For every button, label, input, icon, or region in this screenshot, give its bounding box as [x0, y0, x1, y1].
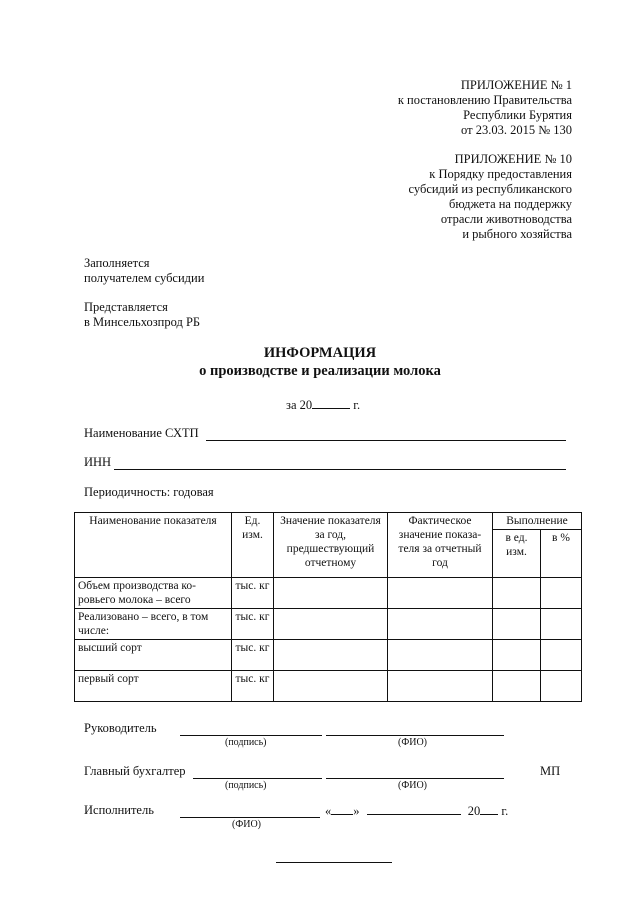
- row-prev-value-cell[interactable]: [274, 640, 388, 671]
- row-in-units-cell[interactable]: [493, 640, 541, 671]
- accountant-fio-line[interactable]: [326, 766, 504, 779]
- row-prev-value-cell[interactable]: [274, 671, 388, 702]
- appendix-1-line: Республики Бурятия: [463, 108, 572, 122]
- appendix-10-line: к Порядку предоставления: [429, 167, 572, 181]
- accountant-signature-line[interactable]: [193, 766, 322, 779]
- row-unit: тыс. кг: [232, 578, 274, 609]
- report-period: [286, 397, 360, 413]
- row-in-units-cell[interactable]: [493, 671, 541, 702]
- row-indicator: высший сорт: [75, 640, 232, 671]
- row-indicator: Реализовано – всего, в том числе:: [75, 609, 232, 640]
- header-actual-value: Фактическое значение показа-теля за отчетный год: [388, 513, 493, 578]
- period-year-field[interactable]: [312, 397, 350, 409]
- executor-fio-line[interactable]: [180, 805, 320, 818]
- inn-label: ИНН: [84, 455, 112, 469]
- periodicity-label: Периодичность: годовая: [84, 485, 214, 499]
- header-indicator: Наименование показателя: [75, 513, 232, 578]
- date-day-field[interactable]: [331, 803, 353, 815]
- appendix-10-line: отрасли животноводства: [440, 212, 572, 226]
- filled-by-note: [84, 256, 204, 286]
- row-indicator: Объем производства ко-ровьего молока – всего: [75, 578, 232, 609]
- document-title: ИНФОРМАЦИЯ: [263, 345, 377, 361]
- date-open-quote: «: [325, 804, 332, 818]
- row-prev-value-cell[interactable]: [274, 578, 388, 609]
- period-suffix: г.: [350, 398, 361, 412]
- submitted-to-line: в Минсельхозпрод РБ: [84, 315, 201, 329]
- table-row: [75, 609, 582, 640]
- header-unit: Ед. изм.: [232, 513, 274, 578]
- appendix-10-line: бюджета на поддержку: [449, 197, 572, 211]
- filled-by-line: получателем субсидии: [84, 271, 205, 285]
- report-table: [74, 512, 582, 702]
- row-actual-value-cell[interactable]: [388, 578, 493, 609]
- row-in-percent-cell[interactable]: [541, 640, 582, 671]
- row-unit: тыс. кг: [232, 609, 274, 640]
- head-fio-line[interactable]: [326, 723, 504, 736]
- appendix-10-title: ПРИЛОЖЕНИЕ № 10: [454, 152, 572, 166]
- date-close-quote: »: [353, 804, 360, 818]
- row-in-units-cell[interactable]: [493, 609, 541, 640]
- inn-input-line[interactable]: [114, 456, 566, 470]
- row-actual-value-cell[interactable]: [388, 671, 493, 702]
- filled-by-line: Заполняется: [84, 256, 150, 270]
- table-row: [75, 578, 582, 609]
- table-row: [75, 640, 582, 671]
- accountant-fio-caption: (ФИО): [398, 780, 428, 791]
- appendix-1-block: [398, 78, 572, 138]
- appendix-1-line: к постановлению Правительства: [397, 93, 572, 107]
- row-in-units-cell[interactable]: [493, 578, 541, 609]
- row-unit: тыс. кг: [232, 640, 274, 671]
- appendix-10-block: [408, 152, 572, 242]
- executor-date: [325, 803, 508, 819]
- date-year-suffix: г.: [498, 804, 509, 818]
- date-year-prefix: 20: [467, 804, 481, 818]
- period-prefix: за 20: [286, 398, 313, 412]
- header-in-percent: в %: [541, 530, 582, 578]
- row-actual-value-cell[interactable]: [388, 609, 493, 640]
- name-label: Наименование СХТП: [84, 426, 199, 440]
- accountant-signature-caption: (подпись): [225, 780, 267, 791]
- head-signature-caption: (подпись): [225, 737, 267, 748]
- header-fulfilment: Выполнение: [493, 513, 582, 530]
- stamp-place: МП: [540, 764, 561, 778]
- date-year-field[interactable]: [480, 803, 498, 815]
- appendix-1-line: от 23.03. 2015 № 130: [461, 123, 572, 137]
- row-unit: тыс. кг: [232, 671, 274, 702]
- row-in-percent-cell[interactable]: [541, 671, 582, 702]
- executor-label: Исполнитель: [84, 803, 154, 817]
- appendix-1-title: ПРИЛОЖЕНИЕ № 1: [460, 78, 572, 92]
- row-indicator: первый сорт: [75, 671, 232, 702]
- name-input-line[interactable]: [206, 427, 566, 441]
- head-label: Руководитель: [84, 721, 157, 735]
- head-fio-caption: (ФИО): [398, 737, 428, 748]
- accountant-label: Главный бухгалтер: [84, 764, 186, 778]
- submitted-to-note: [84, 300, 200, 330]
- row-prev-value-cell[interactable]: [274, 609, 388, 640]
- row-actual-value-cell[interactable]: [388, 640, 493, 671]
- row-in-percent-cell[interactable]: [541, 578, 582, 609]
- bottom-divider: [276, 862, 392, 863]
- executor-fio-caption: (ФИО): [232, 819, 262, 830]
- submitted-to-line: Представляется: [84, 300, 168, 314]
- header-in-units: в ед. изм.: [493, 530, 541, 578]
- appendix-10-line: субсидий из республиканского: [408, 182, 572, 196]
- appendix-10-line: и рыбного хозяйства: [462, 227, 572, 241]
- row-in-percent-cell[interactable]: [541, 609, 582, 640]
- document-subtitle: о производстве и реализации молока: [199, 363, 441, 379]
- header-prev-value: Значение показателя за год, предшествующий отчетному: [274, 513, 388, 578]
- date-month-field[interactable]: [367, 803, 461, 815]
- head-signature-line[interactable]: [180, 723, 322, 736]
- table-row: [75, 671, 582, 702]
